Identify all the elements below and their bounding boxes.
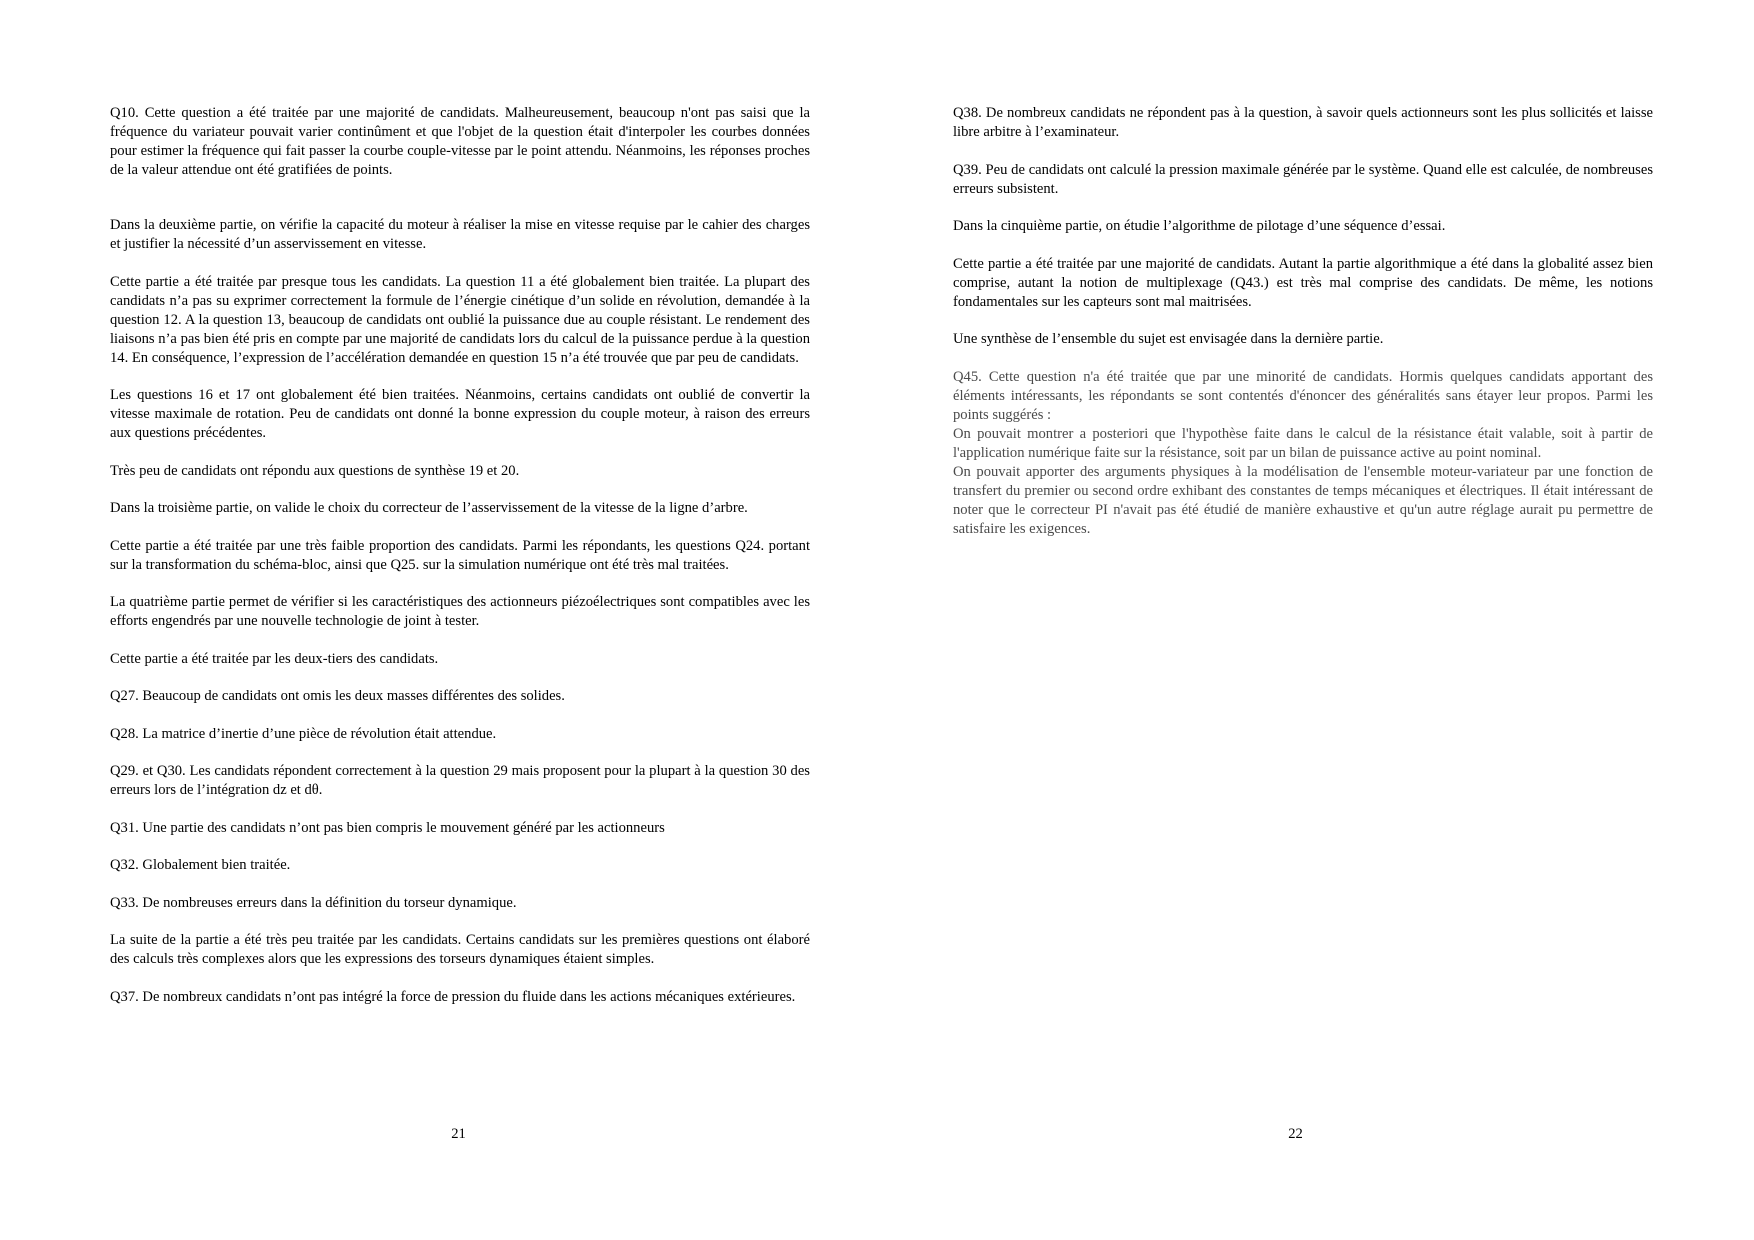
paragraph-q37: Q37. De nombreux candidats n’ont pas intégré la force de pression du fluide dans les actions mécaniques extérieures. xyxy=(110,988,796,1005)
right-page-text-column xyxy=(953,104,1653,557)
q45-intro: Q45. Cette question n'a été traitée que par une minorité de candidats. Hormis quelques candidats apportant des éléments intéressants, les répondants se sont contentés d'énoncer des généralités sans étayer leur propos. Parmi les points suggérés : xyxy=(953,368,1653,423)
q45-point-2: On pouvait apporter des arguments physiques à la modélisation de l'ensemble moteur-variateur par une fonction de transfert du premier ou second ordre exhibant des constantes de temps mécaniques et électriques. Il était intéressant de noter que le correcteur PI n'avait pas été étudié de manière exhaustive et qu'un autre réglage aurait pu permettre de satisfaire les exigences. xyxy=(953,463,1653,537)
paragraph-q31: Q31. Une partie des candidats n’ont pas bien compris le mouvement généré par les actionneurs xyxy=(110,819,665,836)
paragraph-q27: Q27. Beaucoup de candidats ont omis les deux masses différentes des solides. xyxy=(110,688,565,704)
paragraph-part-4-comments: Cette partie a été traitée par les deux-tiers des candidats. xyxy=(110,650,439,667)
paragraph-q10: Q10. Cette question a été traitée par une majorité de candidats. Malheureusement, beaucoup n'ont pas saisi que la fréquence du variateur pouvait varier continûment et que l'objet de la question était d'interpoler les courbes données pour estimer la fréquence qui fait passer la courbe couple-vitesse par le point attendu. Néanmoins, les réponses proches de la valeur attendue ont été gratifiées de points. xyxy=(110,105,810,178)
paragraph-q19-q20: Très peu de candidats ont répondu aux questions de synthèse 19 et 20. xyxy=(110,462,520,479)
paragraph-part-3-intro: Dans la troisième partie, on valide le choix du correcteur de l’asservissement de la vitesse de la ligne d’arbre. xyxy=(110,500,748,516)
paragraph-suite-partie: La suite de la partie a été très peu traitée par les candidats. Certains candidats sur les premières questions ont élaboré des calculs très complexes alors que les expressions des torseurs dynamiques étaient simples. xyxy=(110,932,810,967)
paragraph-part-3-comments: Cette partie a été traitée par une très faible proportion des candidats. Parmi les répondants, les questions Q24. portant sur la transformation du schéma-bloc, ainsi que Q25. sur la simulation numérique ont été très mal traitées. xyxy=(110,537,810,573)
paragraph-part-5-intro: Dans la cinquième partie, on étudie l’algorithme de pilotage d’une séquence d’essai. xyxy=(953,218,1446,234)
paragraph-q28: Q28. La matrice d’inertie d’une pièce de révolution était attendue. xyxy=(110,725,497,742)
paragraph-q45 xyxy=(953,368,1653,539)
paragraph-part-2-comments: Cette partie a été traitée par presque tous les candidats. La question 11 a été globalement bien traitée. La plupart des candidats n’a pas su exprimer correctement la formule de l’énergie cinétique d’un solide en révolution, demandée à la question 12. A la question 13, beaucoup de candidats ont oublié la puissance due au couple résistant. Le rendement des liaisons n’a pas bien été pris en compte par une majorité de candidats lors du calcul de la puissance perdue à la question 14. En conséquence, l’expression de l’accélération demandée en question 15 n’a été trouvée que par peu de candidats. xyxy=(110,273,810,366)
paragraph-q29-q30: Q29. et Q30. Les candidats répondent correctement à la question 29 mais proposent pour la plupart à la question 30 des erreurs lors de l’intégration dz et dθ. xyxy=(110,763,810,798)
left-page-text-column xyxy=(110,104,810,1025)
paragraph-q32: Q32. Globalement bien traitée. xyxy=(110,857,291,873)
paragraph-part-2-intro: Dans la deuxième partie, on vérifie la capacité du moteur à réaliser la mise en vitesse requise par le cahier des charges et justifier la nécessité d’un asservissement en vitesse. xyxy=(110,217,810,252)
paragraph-part-5-comments: Cette partie a été traitée par une majorité de candidats. Autant la partie algorithmique a été dans la globalité assez bien comprise, autant la notion de multiplexage (Q43.) est très mal comprise des candidats. De même, les notions fondamentales sur les capteurs sont mal maitrisées. xyxy=(953,255,1653,310)
paragraph-q39: Q39. Peu de candidats ont calculé la pression maximale générée par le système. Quand elle est calculée, de nombreuses erreurs subsistent. xyxy=(953,161,1653,197)
paragraph-q38: Q38. De nombreux candidats ne répondent pas à la question, à savoir quels actionneurs sont les plus sollicités et laisse libre arbitre à l’examinateur. xyxy=(953,105,1653,140)
paragraph-q33: Q33. De nombreuses erreurs dans la définition du torseur dynamique. xyxy=(110,894,517,911)
paragraph-q16-q17: Les questions 16 et 17 ont globalement été bien traitées. Néanmoins, certains candidats ont oublié de convertir la vitesse maximale de rotation. Peu de candidats ont donné la bonne expression du couple moteur, à raison des erreurs aux questions précédentes. xyxy=(110,387,810,441)
q45-point-1: On pouvait montrer a posteriori que l'hypothèse faite dans le calcul de la résistance était valable, soit à partir de l'application numérique faite sur la résistance, soit par un bilan de puissance active au point nominal. xyxy=(953,425,1653,461)
page-number-right: 22 xyxy=(1288,1126,1303,1142)
paragraph-part-4-intro: La quatrième partie permet de vérifier si les caractéristiques des actionneurs piézoélectriques sont compatibles avec les efforts engendrés par une nouvelle technologie de joint à tester. xyxy=(110,594,810,629)
page-number-left: 21 xyxy=(451,1126,466,1142)
right-page xyxy=(877,0,1754,1240)
paragraph-synthese-intro: Une synthèse de l’ensemble du sujet est envisagée dans la dernière partie. xyxy=(953,331,1384,347)
